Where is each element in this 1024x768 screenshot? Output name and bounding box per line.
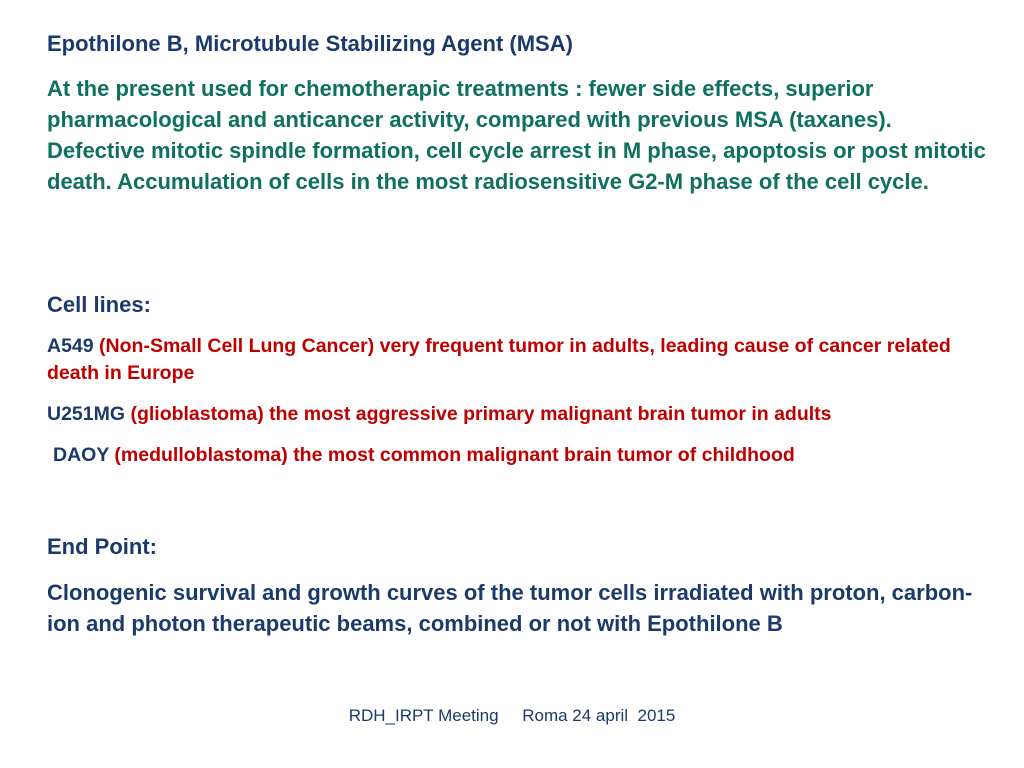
cell-line-description: (Non-Small Cell Lung Cancer) very frequent tumor in adults, leading cause of cancer related death in Europe — [47, 335, 951, 384]
slide-title: Epothilone B, Microtubule Stabilizing Agent (MSA) — [47, 31, 573, 56]
end-point-text: Clonogenic survival and growth curves of the tumor cells irradiated with proton, carbon-ion and photon therapeutic beams, combined or not with Epothilone B — [47, 580, 973, 636]
cell-line-description: (glioblastoma) the most aggressive primary malignant brain tumor in adults — [130, 403, 832, 425]
cell-line-name: U251MG — [47, 403, 126, 425]
cell-lines-heading: Cell lines: — [47, 292, 151, 317]
end-point-heading: End Point: — [47, 534, 157, 559]
cell-line-name: DAOY — [53, 444, 109, 466]
cell-line-description: (medulloblastoma) the most common malignant brain tumor of childhood — [114, 444, 795, 466]
footer — [0, 706, 1024, 726]
cell-line-item — [47, 333, 997, 387]
cell-line-item — [47, 401, 997, 428]
footer-meeting: RDH_IRPT Meeting — [348, 706, 499, 725]
cell-line-name: A549 — [47, 335, 94, 357]
cell-line-item — [53, 442, 1003, 469]
footer-place-date: Roma 24 april 2015 — [522, 706, 676, 725]
intro-paragraph: At the present used for chemotherapic treatments : fewer side effects, superior pharmacological and anticancer activity, compared with previous MSA (taxanes). Defective mitotic spindle formation, cell cycle arrest in M phase, apoptosis or post mitotic death. Accumulation of cells in the most radiosensitive G2-M phase of the cell cycle. — [47, 76, 986, 194]
